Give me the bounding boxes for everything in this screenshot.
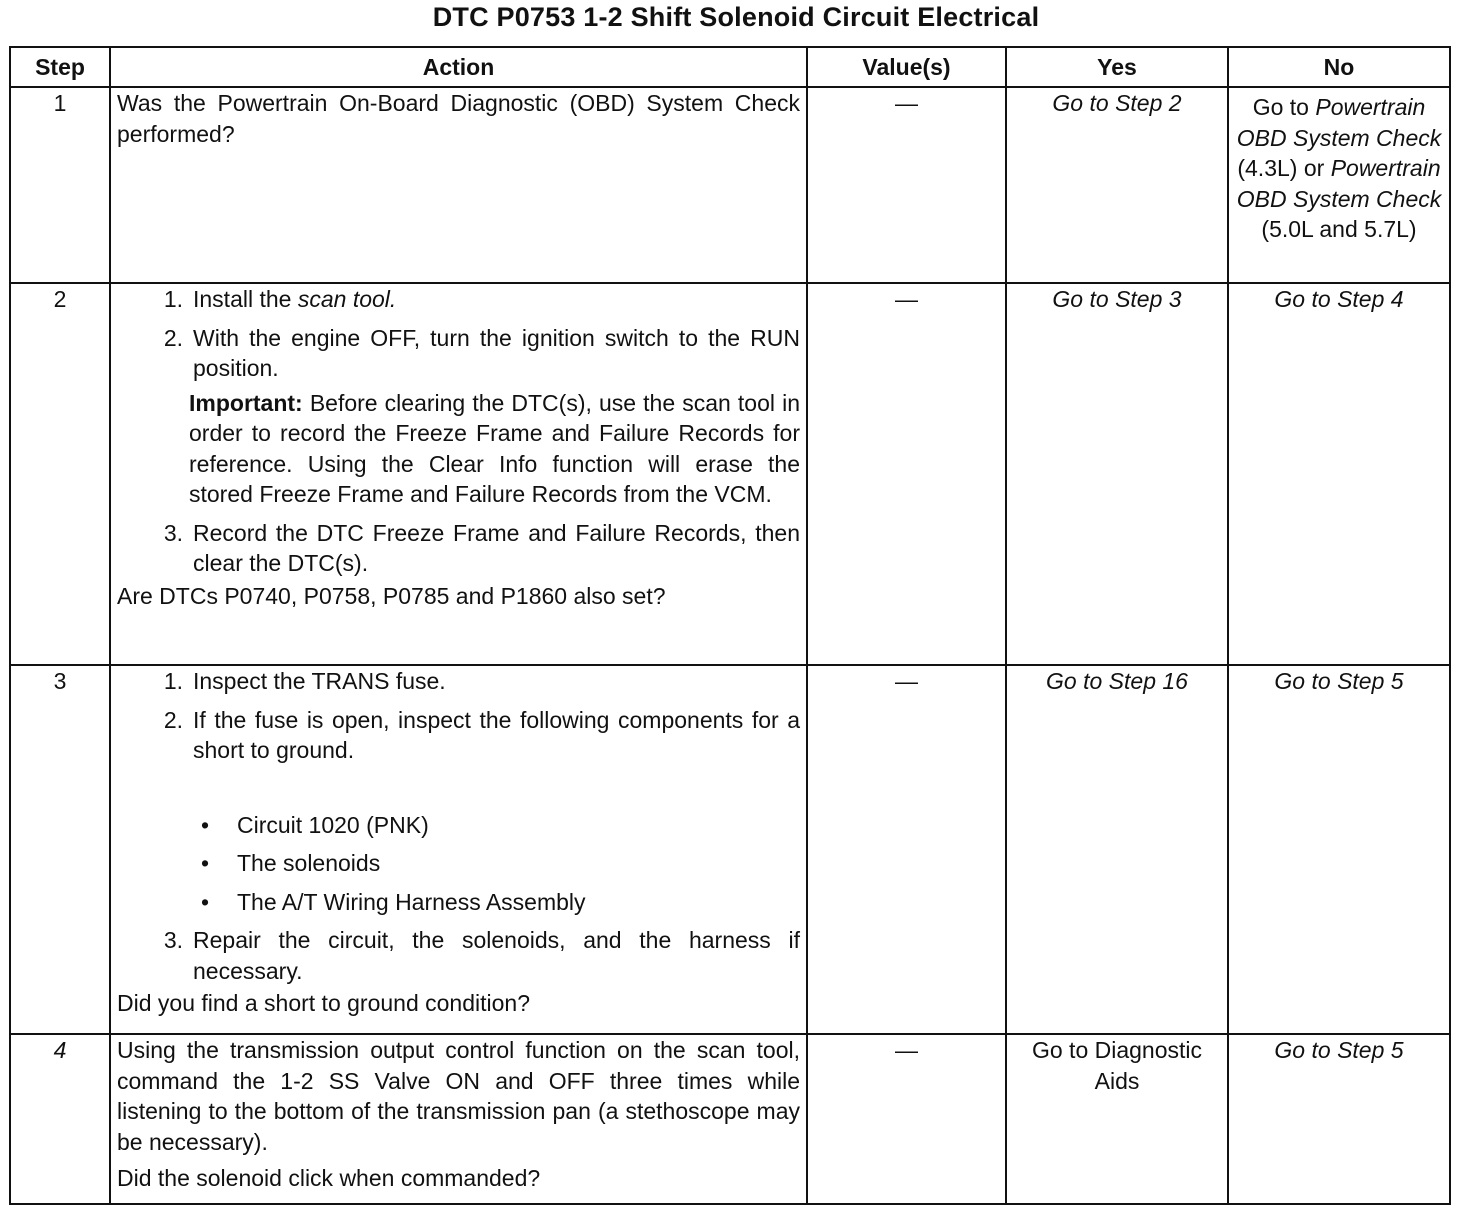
diagnostic-table: [9, 46, 1451, 1205]
list-number: 2.: [163, 324, 183, 351]
yes-link[interactable]: Go to Step 3: [1052, 286, 1182, 312]
action-cell: [110, 87, 807, 283]
no-link[interactable]: Go to Step 4: [1274, 286, 1404, 312]
step-number-text: 4: [53, 1037, 67, 1063]
no-link[interactable]: Powertrain OBD System Check: [1236, 94, 1442, 151]
bullet-item: [189, 887, 800, 918]
no-link[interactable]: Go to Step 5: [1274, 668, 1404, 694]
yes-cell: [1006, 87, 1228, 283]
bullet-icon: •: [201, 888, 210, 915]
important-label: Important:: [189, 389, 303, 416]
table-row: [10, 283, 1450, 665]
no-text: (5.0L and 5.7L): [1261, 216, 1417, 242]
bullet-text: The A/T Wiring Harness Assembly: [237, 888, 586, 915]
no-cell: [1228, 87, 1450, 283]
list-text: Record the DTC Freeze Frame and Failure Records, then clear the DTC(s).: [193, 519, 800, 576]
list-text: Repair the circuit, the solenoids, and the harness if necessary.: [193, 927, 800, 984]
no-text: Go to: [1252, 94, 1316, 120]
list-emphasis: scan tool.: [297, 286, 397, 312]
no-cell: [1228, 283, 1450, 665]
list-item: [117, 323, 800, 384]
value-cell: —: [807, 665, 1006, 1034]
list-item: [117, 705, 800, 766]
header-action: Action: [110, 47, 807, 87]
bullet-text: The solenoids: [237, 850, 381, 876]
bullet-icon: •: [201, 850, 210, 876]
list-number: 1.: [163, 286, 183, 312]
yes-cell: [1006, 1034, 1228, 1204]
bullet-item: [189, 848, 800, 879]
list-item: [117, 925, 800, 986]
important-note: [189, 388, 800, 510]
no-link[interactable]: Go to Step 5: [1274, 1037, 1404, 1063]
header-yes: Yes: [1006, 47, 1228, 87]
step-number: 3: [10, 665, 110, 1034]
bullet-icon: •: [201, 811, 210, 838]
action-cell: [110, 665, 807, 1034]
step-number: [10, 1034, 110, 1204]
list-item: [117, 666, 800, 697]
list-item: [117, 284, 800, 315]
table-row: [10, 1034, 1450, 1204]
action-cell: [110, 1034, 807, 1204]
list-text: Inspect the TRANS fuse.: [193, 668, 446, 694]
list-number: 2.: [163, 706, 183, 733]
step-number: 2: [10, 283, 110, 665]
list-text: With the engine OFF, turn the ignition switch to the RUN position.: [193, 324, 800, 381]
question-text: Did the solenoid click when commanded?: [117, 1165, 541, 1191]
yes-link[interactable]: Go to Step 2: [1052, 90, 1182, 116]
list-number: 3.: [163, 519, 183, 546]
list-number: 1.: [163, 668, 183, 694]
no-cell: [1228, 1034, 1450, 1204]
question-text: Did you find a short to ground condition?: [117, 990, 530, 1016]
value-cell: —: [807, 1034, 1006, 1204]
list-text: Install the: [193, 286, 298, 312]
header-row: [10, 47, 1450, 87]
yes-cell: [1006, 283, 1228, 665]
no-text: (4.3L) or: [1237, 155, 1331, 181]
table-row: [10, 665, 1450, 1034]
no-link[interactable]: Powertrain OBD System Check: [1236, 155, 1442, 212]
bullet-text: Circuit 1020 (PNK): [237, 811, 429, 838]
list-number: 3.: [163, 927, 183, 953]
list-text: If the fuse is open, inspect the following components for a short to ground.: [193, 706, 800, 763]
value-cell: —: [807, 87, 1006, 283]
value-cell: —: [807, 283, 1006, 665]
action-text: Using the transmission output control function on the scan tool, command the 1-2 SS Valve ON and OFF three times while listening to the bottom of the transmission pan (a stethoscope may be necessary).: [117, 1037, 800, 1155]
yes-cell: [1006, 665, 1228, 1034]
list-item: [117, 518, 800, 579]
yes-link[interactable]: Go to Diagnostic Aids: [1031, 1037, 1203, 1094]
bullet-item: [189, 810, 800, 841]
action-text: Was the Powertrain On-Board Diagnostic (OBD) System Check performed?: [117, 90, 800, 147]
action-cell: [110, 283, 807, 665]
question-text: Are DTCs P0740, P0758, P0785 and P1860 also set?: [117, 582, 666, 609]
table-row: [10, 87, 1450, 283]
important-text: Before clearing the DTC(s), use the scan tool in order to record the Freeze Frame and Failure Records for reference. Using the Clear Info function will erase the stored Freeze Frame and Failure Records from the VCM.: [189, 389, 800, 507]
header-value: Value(s): [807, 47, 1006, 87]
step-number: 1: [10, 87, 110, 283]
no-cell: [1228, 665, 1450, 1034]
header-no: No: [1228, 47, 1450, 87]
document-title: DTC P0753 1-2 Shift Solenoid Circuit Electrical: [432, 2, 1040, 32]
header-step: Step: [10, 47, 110, 87]
yes-link[interactable]: Go to Step 16: [1046, 668, 1188, 694]
